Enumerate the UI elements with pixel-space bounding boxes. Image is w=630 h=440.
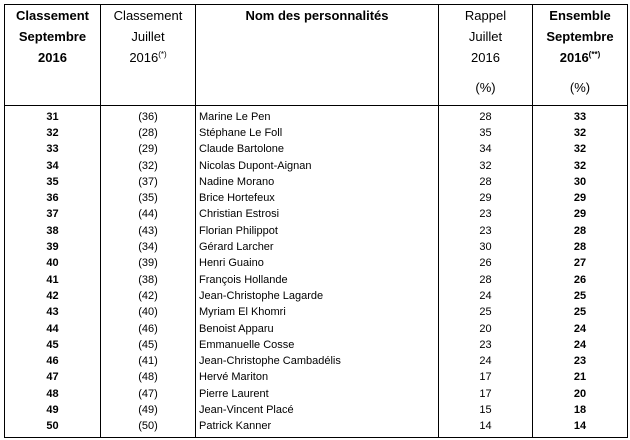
personality-name-cell: Nadine Morano: [196, 174, 439, 190]
table-row: [5, 321, 628, 337]
ranking-table: [4, 4, 628, 438]
header-rank-september: Classement Septembre 2016: [5, 5, 101, 106]
rank-september-cell: 44: [5, 321, 101, 337]
personality-name-cell: Myriam El Khomri: [196, 305, 439, 321]
personality-name-cell: Jean-Christophe Lagarde: [196, 288, 439, 304]
july-recall-cell: 17: [439, 370, 533, 386]
total-september-cell: 27: [533, 256, 628, 272]
total-september-cell: 28: [533, 223, 628, 239]
rank-july-cell: (29): [101, 142, 196, 158]
total-september-cell: 30: [533, 174, 628, 190]
total-september-cell: 24: [533, 337, 628, 353]
total-september-cell: 25: [533, 305, 628, 321]
total-september-cell: 24: [533, 321, 628, 337]
rank-september-cell: 34: [5, 158, 101, 174]
table-row: [5, 256, 628, 272]
total-september-cell: 18: [533, 402, 628, 418]
personality-name-cell: Hervé Mariton: [196, 370, 439, 386]
personality-name-cell: Claude Bartolone: [196, 142, 439, 158]
july-recall-cell: 14: [439, 419, 533, 438]
personality-name-cell: Christian Estrosi: [196, 207, 439, 223]
rank-july-cell: (40): [101, 305, 196, 321]
rank-july-cell: (36): [101, 106, 196, 126]
table-header: [5, 5, 628, 106]
rank-september-cell: 38: [5, 223, 101, 239]
july-recall-cell: 23: [439, 223, 533, 239]
rank-september-cell: 35: [5, 174, 101, 190]
personality-name-cell: Stéphane Le Foll: [196, 125, 439, 141]
total-september-cell: 23: [533, 353, 628, 369]
table-row: [5, 142, 628, 158]
rank-july-cell: (42): [101, 288, 196, 304]
personality-name-cell: Jean-Vincent Placé: [196, 402, 439, 418]
july-recall-cell: 23: [439, 207, 533, 223]
rank-september-cell: 39: [5, 239, 101, 255]
july-recall-cell: 26: [439, 256, 533, 272]
rank-september-cell: 31: [5, 106, 101, 126]
table-row: [5, 402, 628, 418]
july-recall-cell: 24: [439, 288, 533, 304]
rank-july-cell: (35): [101, 190, 196, 206]
personality-name-cell: Patrick Kanner: [196, 419, 439, 438]
table-row: [5, 190, 628, 206]
personality-name-cell: Henri Guaino: [196, 256, 439, 272]
rank-july-cell: (45): [101, 337, 196, 353]
total-september-cell: 21: [533, 370, 628, 386]
total-september-cell: 29: [533, 207, 628, 223]
rank-july-cell: (44): [101, 207, 196, 223]
table-row: [5, 125, 628, 141]
july-recall-cell: 24: [439, 353, 533, 369]
personality-name-cell: Marine Le Pen: [196, 106, 439, 126]
rank-july-cell: (50): [101, 419, 196, 438]
july-recall-cell: 30: [439, 239, 533, 255]
table-row: [5, 223, 628, 239]
total-september-cell: 32: [533, 125, 628, 141]
table-row: [5, 174, 628, 190]
header-rank-july: Classement Juillet 2016(*): [101, 5, 196, 106]
july-recall-cell: 34: [439, 142, 533, 158]
rank-september-cell: 33: [5, 142, 101, 158]
table-row: [5, 106, 628, 126]
rank-september-cell: 36: [5, 190, 101, 206]
total-september-cell: 26: [533, 272, 628, 288]
header-july-recall: Rappel Juillet 2016 (%): [439, 5, 533, 106]
personality-name-cell: Jean-Christophe Cambadélis: [196, 353, 439, 369]
july-recall-cell: 28: [439, 174, 533, 190]
total-september-cell: 29: [533, 190, 628, 206]
table-row: [5, 370, 628, 386]
personality-name-cell: Florian Philippot: [196, 223, 439, 239]
total-september-cell: 32: [533, 142, 628, 158]
rank-july-cell: (38): [101, 272, 196, 288]
rank-july-cell: (39): [101, 256, 196, 272]
total-september-cell: 28: [533, 239, 628, 255]
rank-july-cell: (47): [101, 386, 196, 402]
rank-september-cell: 45: [5, 337, 101, 353]
rank-september-cell: 32: [5, 125, 101, 141]
july-recall-cell: 15: [439, 402, 533, 418]
total-september-cell: 20: [533, 386, 628, 402]
table-row: [5, 305, 628, 321]
rank-july-cell: (37): [101, 174, 196, 190]
rank-september-cell: 42: [5, 288, 101, 304]
july-recall-cell: 20: [439, 321, 533, 337]
rank-september-cell: 49: [5, 402, 101, 418]
total-september-cell: 32: [533, 158, 628, 174]
personality-name-cell: Brice Hortefeux: [196, 190, 439, 206]
header-total-september: Ensemble Septembre 2016(**) (%): [533, 5, 628, 106]
personality-name-cell: Pierre Laurent: [196, 386, 439, 402]
rank-july-cell: (34): [101, 239, 196, 255]
rank-september-cell: 47: [5, 370, 101, 386]
total-september-cell: 25: [533, 288, 628, 304]
july-recall-cell: 28: [439, 272, 533, 288]
table-row: [5, 386, 628, 402]
rank-july-cell: (32): [101, 158, 196, 174]
rank-september-cell: 50: [5, 419, 101, 438]
july-recall-cell: 29: [439, 190, 533, 206]
july-recall-cell: 17: [439, 386, 533, 402]
personality-name-cell: François Hollande: [196, 272, 439, 288]
rank-july-cell: (43): [101, 223, 196, 239]
rank-july-cell: (49): [101, 402, 196, 418]
table-row: [5, 158, 628, 174]
table-body: [5, 106, 628, 438]
july-recall-cell: 23: [439, 337, 533, 353]
personality-name-cell: Emmanuelle Cosse: [196, 337, 439, 353]
total-september-cell: 33: [533, 106, 628, 126]
rank-september-cell: 37: [5, 207, 101, 223]
table-row: [5, 419, 628, 438]
rank-september-cell: 41: [5, 272, 101, 288]
table-row: [5, 207, 628, 223]
table-row: [5, 239, 628, 255]
july-recall-cell: 35: [439, 125, 533, 141]
july-recall-cell: 32: [439, 158, 533, 174]
rank-september-cell: 46: [5, 353, 101, 369]
july-recall-cell: 25: [439, 305, 533, 321]
personality-name-cell: Nicolas Dupont-Aignan: [196, 158, 439, 174]
rank-july-cell: (41): [101, 353, 196, 369]
total-september-cell: 14: [533, 419, 628, 438]
rank-july-cell: (48): [101, 370, 196, 386]
table-row: [5, 272, 628, 288]
july-recall-cell: 28: [439, 106, 533, 126]
rank-july-cell: (46): [101, 321, 196, 337]
personality-name-cell: Benoist Apparu: [196, 321, 439, 337]
rank-september-cell: 43: [5, 305, 101, 321]
header-name: Nom des personnalités: [196, 5, 439, 106]
table-row: [5, 353, 628, 369]
personality-name-cell: Gérard Larcher: [196, 239, 439, 255]
table-row: [5, 337, 628, 353]
rank-september-cell: 48: [5, 386, 101, 402]
rank-july-cell: (28): [101, 125, 196, 141]
table-row: [5, 288, 628, 304]
rank-september-cell: 40: [5, 256, 101, 272]
